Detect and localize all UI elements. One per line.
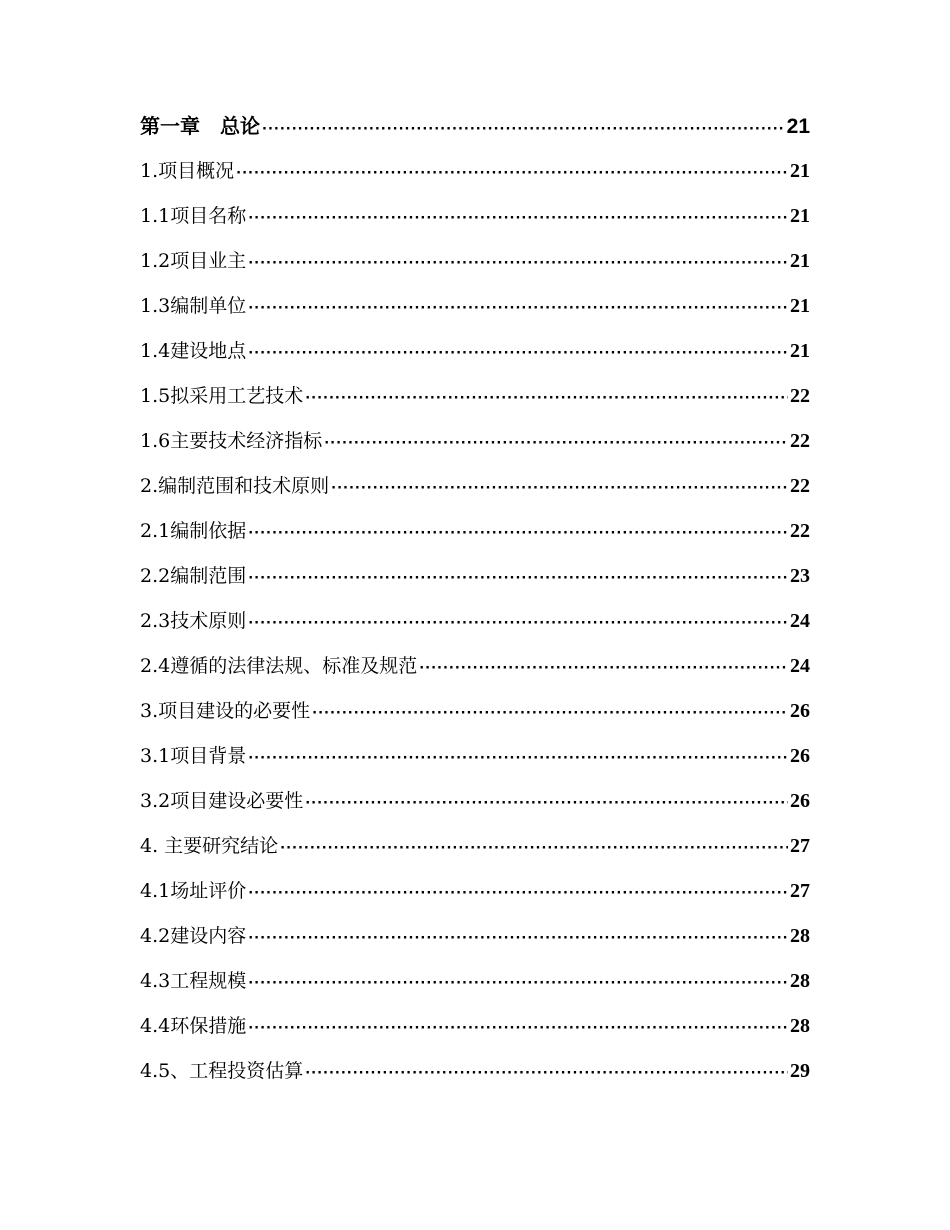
toc-dot-leader [248, 196, 788, 241]
toc-dot-leader [248, 961, 788, 1006]
toc-entry-title: 4.5、工程投资估算 [140, 1060, 304, 1082]
toc-entry-title: 1.2项目业主 [140, 250, 247, 272]
toc-entry-page: 28 [790, 925, 810, 947]
toc-dot-leader [312, 691, 788, 736]
toc-dot-leader [248, 286, 788, 331]
toc-entry-title: 2.3技术原则 [140, 610, 247, 632]
toc-dot-leader [248, 1006, 788, 1051]
toc-entry-page: 23 [790, 565, 810, 587]
toc-dot-leader [248, 241, 788, 286]
toc-entry[interactable] [140, 644, 810, 689]
toc-entry[interactable] [140, 194, 810, 239]
toc-entry[interactable] [140, 419, 810, 464]
toc-entry-title: 1.4建设地点 [140, 340, 247, 362]
toc-entry[interactable] [140, 239, 810, 284]
toc-entry-title: 1.1项目名称 [140, 205, 247, 227]
toc-entry-page: 26 [790, 790, 810, 812]
toc-dot-leader [236, 151, 788, 196]
toc-entry[interactable] [140, 464, 810, 509]
toc-entry-title: 1.3编制单位 [140, 295, 247, 317]
toc-dot-leader [419, 646, 788, 691]
toc-entry-page: 26 [790, 700, 810, 722]
toc-dot-leader [248, 916, 788, 961]
toc-entry-page: 21 [790, 295, 810, 317]
toc-entry[interactable] [140, 734, 810, 779]
toc-dot-leader [324, 421, 788, 466]
toc-dot-leader [248, 871, 788, 916]
toc-entry-title: 2.2编制范围 [140, 565, 247, 587]
toc-entry-title: 1.项目概况 [140, 160, 235, 182]
toc-entry-title: 2.4遵循的法律法规、标准及规范 [140, 655, 418, 677]
toc-entry-page: 21 [786, 115, 810, 138]
toc-entry-page: 21 [790, 250, 810, 272]
toc-entry-title: 1.6主要技术经济指标 [140, 430, 323, 452]
toc-entry-title: 4. 主要研究结论 [140, 835, 279, 857]
toc-entry-title: 1.5拟采用工艺技术 [140, 385, 304, 407]
toc-dot-leader [280, 826, 788, 871]
toc-entry-page: 29 [790, 1060, 810, 1082]
toc-entry[interactable] [140, 329, 810, 374]
toc-entry-page: 27 [790, 880, 810, 902]
toc-entry-page: 26 [790, 745, 810, 767]
toc-entry-page: 22 [790, 430, 810, 452]
toc-dot-leader [248, 556, 788, 601]
toc-entry-page: 21 [790, 205, 810, 227]
toc-entry-title: 4.3工程规模 [140, 970, 247, 992]
toc-entry-title: 4.2建设内容 [140, 925, 247, 947]
toc-entry[interactable] [140, 509, 810, 554]
toc-dot-leader [248, 331, 788, 376]
toc-entry[interactable] [140, 1049, 810, 1094]
toc-entry-title: 4.1场址评价 [140, 880, 247, 902]
toc-entry[interactable] [140, 554, 810, 599]
toc-dot-leader [262, 107, 785, 152]
toc-dot-leader [331, 466, 788, 511]
toc-dot-leader [305, 1051, 788, 1096]
toc-entry-title: 3.1项目背景 [140, 745, 247, 767]
toc-entry[interactable] [140, 149, 810, 194]
toc-entry-title: 4.4环保措施 [140, 1015, 247, 1037]
toc-entry-page: 22 [790, 520, 810, 542]
toc-entry[interactable] [140, 689, 810, 734]
toc-entry-title: 2.1编制依据 [140, 520, 247, 542]
toc-entry-page: 28 [790, 1015, 810, 1037]
toc-entry-page: 21 [790, 160, 810, 182]
toc-entry-page: 27 [790, 835, 810, 857]
toc-entry[interactable] [140, 824, 810, 869]
toc-entry-title: 2.编制范围和技术原则 [140, 475, 330, 497]
toc-dot-leader [248, 601, 788, 646]
toc-entry-title: 第一章 总论 [140, 114, 260, 138]
toc-entry-page: 21 [790, 340, 810, 362]
toc-entry-chapter-1[interactable] [140, 104, 810, 149]
toc-entry-page: 22 [790, 385, 810, 407]
toc-dot-leader [305, 376, 788, 421]
toc-entry[interactable] [140, 284, 810, 329]
table-of-contents [140, 104, 810, 1094]
toc-dot-leader [248, 736, 788, 781]
toc-entry[interactable] [140, 599, 810, 644]
toc-entry-page: 28 [790, 970, 810, 992]
toc-entry-title: 3.项目建设的必要性 [140, 700, 311, 722]
toc-entry-page: 24 [790, 610, 810, 632]
toc-dot-leader [248, 511, 788, 556]
toc-entry[interactable] [140, 914, 810, 959]
toc-entry-title: 3.2项目建设必要性 [140, 790, 304, 812]
toc-entry[interactable] [140, 779, 810, 824]
toc-dot-leader [305, 781, 788, 826]
toc-entry-page: 22 [790, 475, 810, 497]
toc-entry[interactable] [140, 1004, 810, 1049]
toc-entry-page: 24 [790, 655, 810, 677]
toc-entry[interactable] [140, 869, 810, 914]
toc-entry[interactable] [140, 374, 810, 419]
toc-entry[interactable] [140, 959, 810, 1004]
